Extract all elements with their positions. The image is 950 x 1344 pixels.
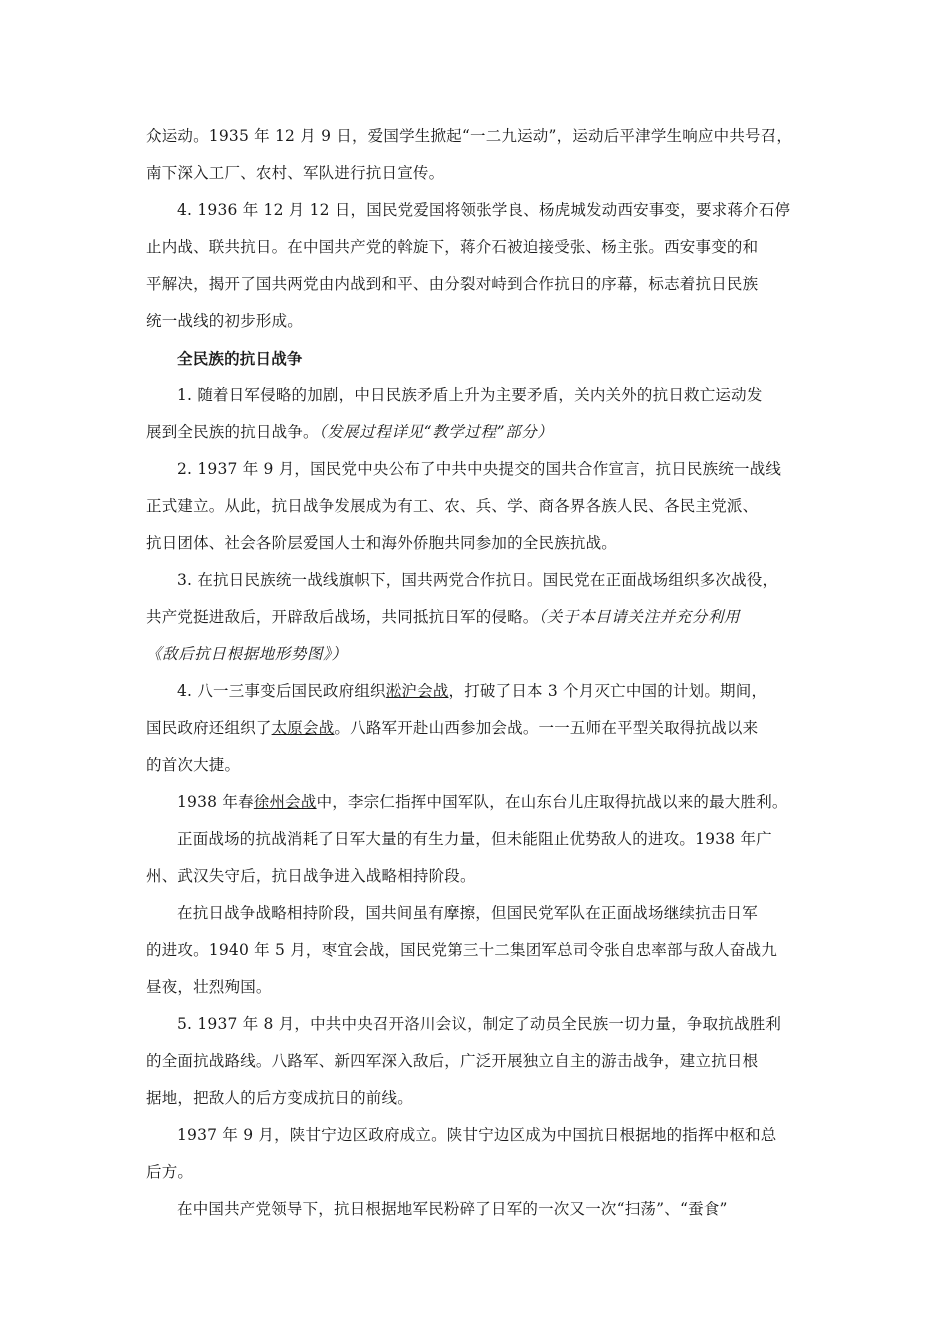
text-line: 众运动。1935 年 12 月 9 日，爱国学生掀起“一二九运动”，运动后平津学生响应中共号召，: [146, 127, 793, 145]
text-line: 统一战线的初步形成。: [146, 312, 304, 330]
text-line: 5. 1937 年 8 月，中共中央召开洛川会议，制定了动员全民族一切力量，争取抗战胜利: [177, 1015, 782, 1033]
text-line: 抗日团体、社会各阶层爱国人士和海外侨胞共同参加的全民族抗战。: [146, 534, 618, 552]
text-line: 1. 随着日军侵略的加剧，中日民族矛盾上升为主要矛盾，关内关外的抗日救亡运动发: [177, 386, 763, 404]
text-line: 4. 1936 年 12 月 12 日，国民党爱国将领张学良、杨虎城发动西安事变，要求蒋介石停: [177, 201, 791, 219]
paragraph-national-war: [146, 377, 810, 451]
text-line: 3. 在抗日民族统一战线旗帜下，国共两党合作抗日。国民党在正面战场组织多次战役，: [177, 571, 779, 589]
text-span: 展到全民族的抗日战争。: [146, 423, 319, 441]
text-line: 南下深入工厂、农村、军队进行抗日宣传。: [146, 164, 445, 182]
text-line: 在中国共产党领导下，抗日根据地军民粉碎了日军的一次又一次“扫荡”、“蚕食”: [177, 1200, 728, 1218]
text-line: 的首次大捷。: [146, 756, 241, 774]
text-line: 2. 1937 年 9 月，国民党中央公布了中共中央提交的国共合作宣言，抗日民族统一战线: [177, 460, 782, 478]
paragraph-luochuan: [146, 1006, 810, 1117]
teaching-note: （发展过程详见“教学过程”部分）: [318, 423, 554, 441]
text-line: [146, 599, 810, 636]
link-songhu-battle[interactable]: 淞沪会战: [385, 682, 449, 700]
text-line: [146, 710, 810, 747]
paragraph-129-movement: [146, 118, 810, 192]
text-span: ，打破了日本 3 个月灭亡中国的计划。期间，: [448, 682, 768, 700]
text-line: 后方。: [146, 1163, 194, 1181]
text-line: 据地，把敌人的后方变成抗日的前线。: [146, 1089, 413, 1107]
link-xuzhou-battle[interactable]: 徐州会战: [253, 793, 317, 811]
text-line: 正式建立。从此，抗日战争发展成为有工、农、兵、学、商各界各族人民、各民主党派、: [146, 497, 759, 515]
paragraph-stalemate: [146, 895, 810, 1006]
paragraph-battles: [146, 673, 810, 784]
text-line: 止内战、联共抗日。在中国共产党的斡旋下，蒋介石被迫接受张、杨主张。西安事变的和: [146, 238, 759, 256]
text-span: 。八路军开赴山西参加会战。一一五师在平型关取得抗战以来: [334, 719, 759, 737]
paragraph-cooperation: [146, 562, 810, 673]
text-line: [146, 673, 810, 710]
text-line: 正面战场的抗战消耗了日军大量的有生力量，但未能阻止优势敌人的进攻。1938 年广: [177, 830, 772, 848]
paragraph-united-front: [146, 451, 810, 562]
text-span: 1938 年春: [177, 793, 254, 811]
text-span: 4. 八一三事变后国民政府组织: [177, 682, 386, 700]
text-line: [146, 414, 810, 451]
text-span: 共产党挺进敌后，开辟敌后战场，共同抵抗日军的侵略。: [146, 608, 539, 626]
paragraph-xian-incident: [146, 192, 810, 340]
section-heading: 全民族的抗日战争: [177, 349, 303, 368]
paragraph-front-line: [146, 821, 810, 895]
teaching-note: 《敌后抗日根据地形势图》）: [146, 645, 348, 663]
teaching-note: （关于本目请关注并充分利用: [538, 608, 741, 626]
text-line: 州、武汉失守后，抗日战争进入战略相持阶段。: [146, 867, 476, 885]
paragraph-border-region: [146, 1117, 810, 1191]
text-line: 1937 年 9 月，陕甘宁边区政府成立。陕甘宁边区成为中国抗日根据地的指挥中枢和总: [177, 1126, 777, 1144]
paragraph-base-areas: [146, 1191, 810, 1228]
text-line: 的进攻。1940 年 5 月，枣宜会战，国民党第三十二集团军总司令张自忠率部与敌人奋战九: [146, 941, 777, 959]
text-span: 中，李宗仁指挥中国军队，在山东台儿庄取得抗战以来的最大胜利。: [316, 793, 788, 811]
text-line: 的全面抗战路线。八路军、新四军深入敌后，广泛开展独立自主的游击战争，建立抗日根: [146, 1052, 759, 1070]
text-line: 昼夜，壮烈殉国。: [146, 978, 272, 996]
text-line: 平解决，揭开了国共两党由内战到和平、由分裂对峙到合作抗日的序幕，标志着抗日民族: [146, 275, 759, 293]
link-taiyuan-battle[interactable]: 太原会战: [271, 719, 335, 737]
text-line: [146, 784, 810, 821]
paragraph-xuzhou: [146, 784, 810, 821]
text-line: 在抗日战争战略相持阶段，国共间虽有摩擦，但国民党军队在正面战场继续抗击日军: [177, 904, 758, 922]
text-span: 国民政府还组织了: [146, 719, 272, 737]
